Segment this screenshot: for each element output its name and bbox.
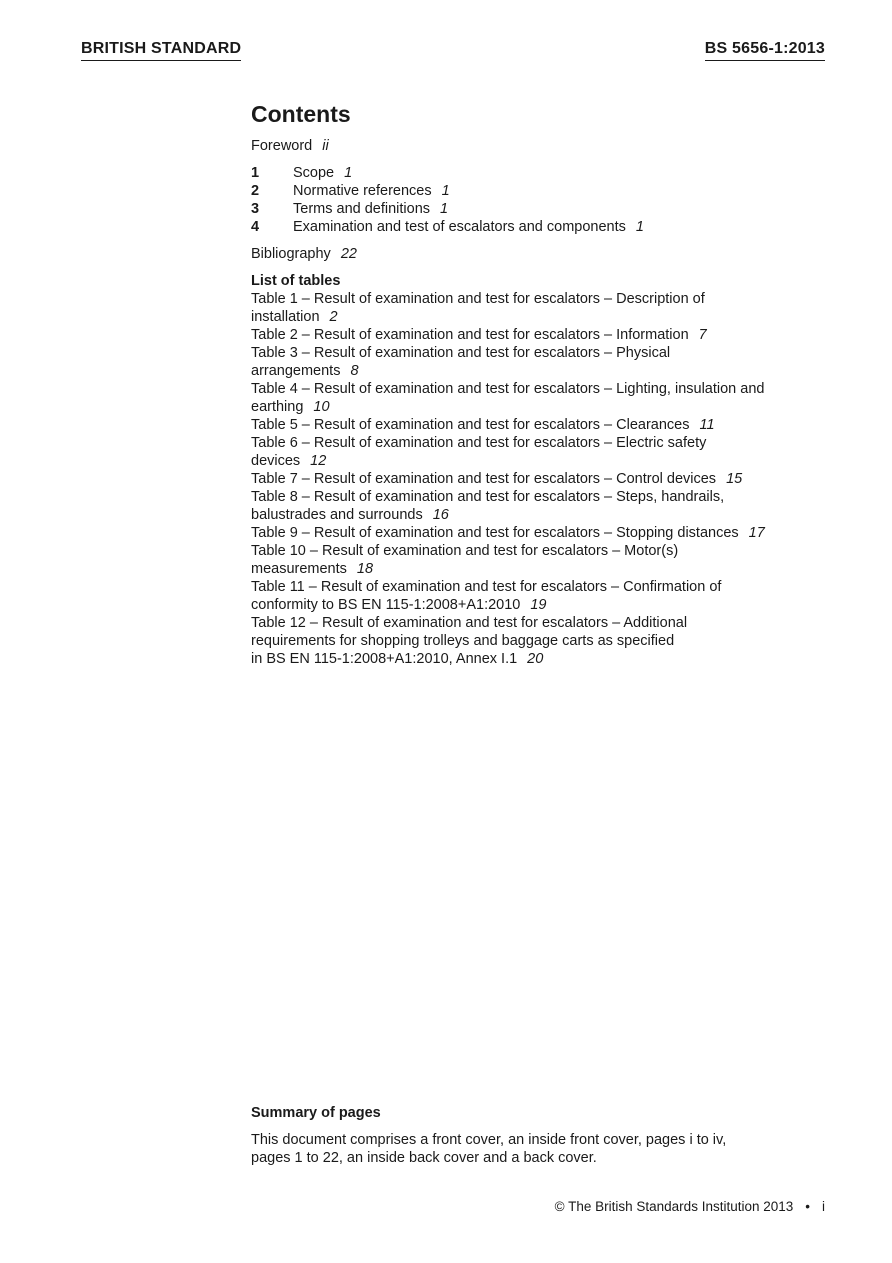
summary-heading: Summary of pages — [251, 1105, 381, 1121]
toc-table-line: Table 10 – Result of examination and test for escalators – Motor(s) — [251, 543, 679, 559]
toc-clause-number: 3 — [251, 201, 260, 217]
toc-table-entry[interactable] — [251, 290, 831, 326]
header-left-text: BRITISH STANDARD — [81, 40, 241, 61]
toc-table-line: installation — [251, 309, 320, 325]
toc-bibliography[interactable] — [251, 245, 831, 263]
toc-table-line: conformity to BS EN 115-1:2008+A1:2010 — [251, 597, 521, 613]
toc-table-line: Table 11 – Result of examination and test for escalators – Confirmation of — [251, 579, 722, 595]
toc-table-entry[interactable] — [251, 380, 831, 416]
toc-table-page: 20 — [527, 651, 544, 667]
toc-table-page: 10 — [313, 399, 330, 415]
footer-page-number: i — [822, 1199, 825, 1214]
header-right-text: BS 5656-1:2013 — [705, 40, 825, 61]
toc-table-line: requirements for shopping trolleys and baggage carts as specified — [251, 633, 675, 649]
toc-clause[interactable] — [251, 182, 831, 200]
toc-table-page: 16 — [432, 507, 449, 523]
toc-table-line: Table 4 – Result of examination and test for escalators – Lighting, insulation and — [251, 381, 765, 397]
toc-bibliography-page: 22 — [340, 246, 357, 262]
toc-clause-list — [251, 164, 831, 236]
toc-table-line: Table 7 – Result of examination and test for escalators – Control devices — [251, 471, 717, 487]
toc-table-page: 12 — [310, 453, 327, 469]
toc-table-entry[interactable] — [251, 488, 831, 524]
toc-clause-number: 2 — [251, 183, 260, 199]
toc-table-line: arrangements — [251, 363, 341, 379]
toc-table-line: Table 9 – Result of examination and test for escalators – Stopping distances — [251, 525, 739, 541]
toc-clause-label: Examination and test of escalators and components — [293, 219, 626, 235]
toc-table-line: Table 3 – Result of examination and test for escalators – Physical — [251, 345, 671, 361]
summary-line: pages 1 to 22, an inside back cover and a back cover. — [251, 1150, 597, 1166]
toc-table-entry[interactable] — [251, 326, 831, 344]
page-footer — [555, 1199, 825, 1214]
toc-table-line: Table 6 – Result of examination and test for escalators – Electric safety — [251, 435, 707, 451]
toc-clause-page: 1 — [344, 165, 353, 181]
toc-clause[interactable] — [251, 200, 831, 218]
toc-foreword-label: Foreword — [251, 138, 313, 154]
toc-clause-page: 1 — [440, 201, 449, 217]
toc-table-line: in BS EN 115-1:2008+A1:2010, Annex I.1 — [251, 651, 518, 667]
page-title: Contents — [251, 101, 351, 127]
toc-table-line: Table 2 – Result of examination and test for escalators – Information — [251, 327, 689, 343]
toc-table-entry[interactable] — [251, 344, 831, 380]
toc-clause-number: 4 — [251, 219, 260, 235]
toc-table-entry[interactable] — [251, 416, 831, 434]
summary-text — [251, 1131, 831, 1167]
toc-clause-page: 1 — [441, 183, 450, 199]
toc-table-page: 8 — [350, 363, 359, 379]
toc-table-line: Table 1 – Result of examination and test for escalators – Description of — [251, 291, 705, 307]
header-standard-label — [81, 40, 241, 61]
toc-table-line: earthing — [251, 399, 304, 415]
toc-table-page: 7 — [698, 327, 707, 343]
summary-of-pages — [251, 1104, 831, 1167]
summary-line: This document comprises a front cover, an inside front cover, pages i to iv, — [251, 1132, 727, 1148]
toc-table-page: 19 — [530, 597, 547, 613]
list-of-tables-heading: List of tables — [251, 273, 341, 289]
footer-bullet: • — [805, 1199, 810, 1214]
toc-table-page: 18 — [356, 561, 374, 577]
toc-table-page: 11 — [699, 417, 715, 433]
contents-section — [251, 100, 831, 668]
toc-table-page: 15 — [726, 471, 743, 487]
toc-clause-label: Normative references — [293, 183, 432, 199]
toc-table-entry[interactable] — [251, 524, 831, 542]
toc-table-entry[interactable] — [251, 434, 831, 470]
toc-bibliography-label: Bibliography — [251, 246, 331, 262]
toc-table-line: Table 5 – Result of examination and test for escalators – Clearances — [251, 417, 690, 433]
toc-clause[interactable] — [251, 218, 831, 236]
toc-table-entry[interactable] — [251, 542, 831, 578]
toc-foreword[interactable] — [251, 137, 831, 155]
toc-table-line: devices — [251, 453, 301, 469]
toc-table-entry[interactable] — [251, 578, 831, 614]
toc-table-page: 2 — [329, 309, 338, 325]
toc-table-page: 17 — [748, 525, 765, 541]
toc-clause-label: Terms and definitions — [293, 201, 431, 217]
toc-table-line: Table 12 – Result of examination and test for escalators – Additional — [251, 615, 688, 631]
toc-table-entry[interactable] — [251, 470, 831, 488]
toc-clause-label: Scope — [293, 165, 335, 181]
list-of-tables — [251, 290, 831, 668]
footer-copyright: © The British Standards Institution 2013 — [554, 1199, 794, 1214]
toc-table-line: measurements — [251, 561, 347, 577]
toc-foreword-page: ii — [322, 138, 329, 154]
toc-clause[interactable] — [251, 164, 831, 182]
toc-table-line: balustrades and surrounds — [251, 507, 423, 523]
header-standard-number — [705, 40, 825, 61]
toc-table-line: Table 8 – Result of examination and test for escalators – Steps, handrails, — [251, 489, 725, 505]
toc-table-entry[interactable] — [251, 614, 831, 668]
toc-clause-number: 1 — [251, 165, 260, 181]
toc-clause-page: 1 — [635, 219, 644, 235]
